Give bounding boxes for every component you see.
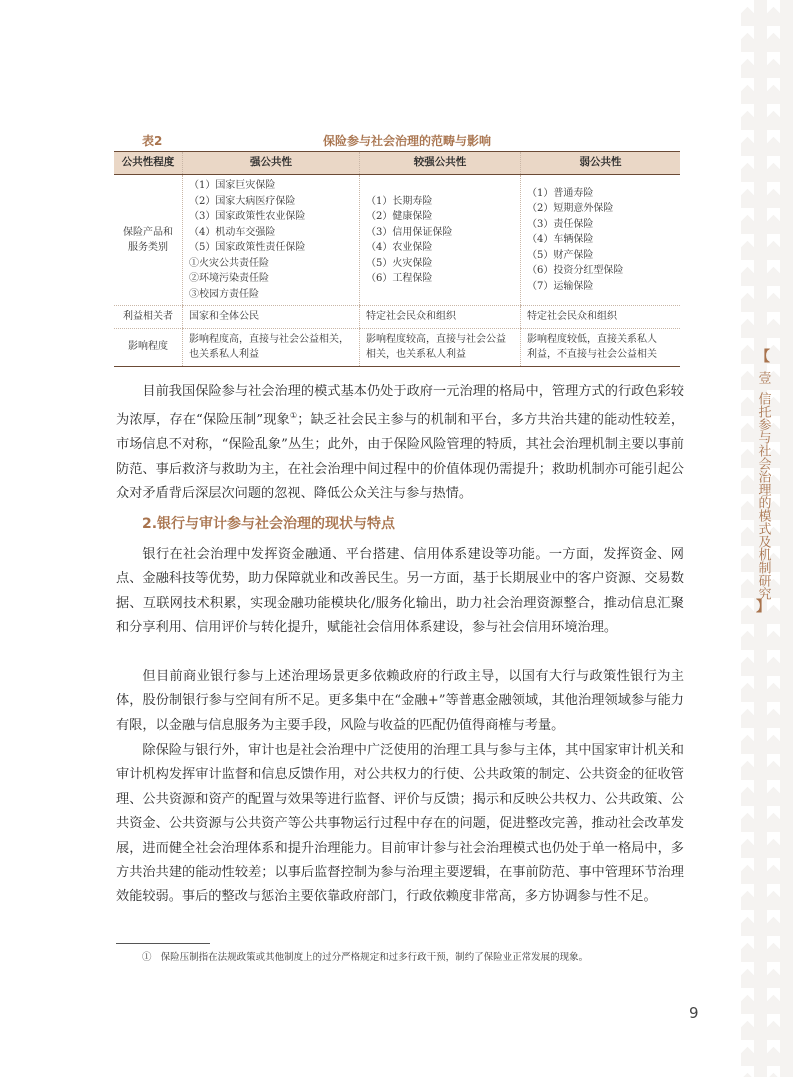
paragraph-text: ；缺乏社会民主参与的机制和平台，多方共治共建的能动性较差，市场信息不对称，“保险乱象”丛生；此外，由于保险风险管理的特质，其社会治理机制主要以事前防范、事后救济与救助为主，在社会治理中间过程中的价值体现仍需提升；救助机制亦可能引起公众对矛盾背后深层次问题的忽视、降低公众关注与参与热情。	[116, 412, 685, 502]
cell-line: （5）火灾保险	[366, 257, 433, 269]
footnote-reference: ①	[289, 411, 298, 421]
row-head-line: 影响程度	[128, 341, 168, 353]
cell-line: （6）工程保险	[366, 273, 433, 284]
cell-line: 特定社会民众和组织	[527, 311, 617, 322]
body-paragraph: 但目前商业银行参与上述治理场景更多依赖政府的行政主导，以国有大行与政策性银行为主体，股份制银行参与空间有所不足。更多集中在“金融+”等普惠金融领域，其他治理领域参与能力有限，以金融与信息服务为主要手段，风险与收益的匹配仍值得商榷与考量。	[116, 669, 684, 733]
cell-line: （5）国家政策性责任保险	[189, 242, 306, 253]
table-title: 保险参与社会治理的范畴与影响	[322, 134, 491, 148]
cell-line: 国家和全体公民	[189, 311, 259, 322]
cell-line: （6）投资分红型保险	[527, 265, 624, 277]
row-head	[114, 306, 183, 329]
insurance-scope-table	[114, 151, 680, 367]
body-paragraph: 银行在社会治理中发挥资金融通、平台搭建、信用体系建设等功能。一方面，发挥资金、网点、金融科技等优势，助力保障就业和改善民生。另一方面，基于长期展业中的客户资源、交易数据、互联网技术积累，实现金融功能模块化/服务化输出，助力社会治理资源整合，推动信息汇聚和分享利用、信用评价与转化提升，赋能社会信用体系建设，参与社会信用环境治理。	[116, 547, 684, 636]
row-head	[114, 175, 183, 306]
cell-line: （1）国家巨灾保险	[189, 180, 276, 191]
footnote	[142, 951, 702, 965]
body-paragraph: 除保险与银行外，审计也是社会治理中广泛使用的治理工具与参与主体，其中国家审计机关和审计机构发挥审计监督和信息反馈作用，对公共权力的行使、公共政策的制定、公共资金的征收管理、公共资源和资产的配置与效果等进行监督、评价与反馈；揭示和反映公共权力、公共政策、公共资金、公共资源与公共资产等公共事物运行过程中存在的问题，促进整改完善，推动社会改革发展，进而健全社会治理体系和提升治理能力。目前审计参与社会治理模式也仍处于单一格局中，多方共治共建的能动性较差；以事后监督控制为参与治理主要逻辑，在事前防范、事中管理环节治理效能较弱。事后的整改与惩治主要依靠政府部门，行政依赖度非常高，多方协调参与性不足。	[116, 743, 684, 905]
cell-line: （1）普通寿险	[527, 187, 594, 199]
cell-line: （4）农业保险	[366, 242, 433, 253]
table-cell	[360, 175, 521, 306]
cell-line: 利益，不直接与社会公益相关	[527, 349, 657, 360]
table-cell	[521, 306, 681, 329]
footnote-marker: ①	[142, 952, 152, 963]
row-head-line: 保险产品和	[123, 226, 173, 238]
header-cell: 弱公共性	[521, 152, 681, 175]
cell-line: （2）国家大病医疗保险	[189, 195, 296, 207]
running-chapter-title	[751, 350, 775, 615]
cell-line: 影响程度较高，直接与社会公益	[366, 333, 506, 345]
footnote-text: 保险压制指在法规政策或其他制度上的过分严格规定和过多行政干预，制约了保险业正常发展的现象。	[160, 952, 589, 963]
row-head-line: 利益相关者	[123, 311, 173, 322]
paragraph-text: 目前我国保险参与社会治理的模式基本仍处于政府一元治理的格局中，管理方式的行政色彩较为浓厚，存在“保险压制”现象	[116, 384, 684, 428]
table-cell	[183, 328, 360, 366]
page-number: 9	[689, 1004, 699, 1022]
cell-line: （4）车辆保险	[527, 234, 594, 246]
cell-line: ③校园方责任险	[189, 288, 259, 300]
cell-line: 特定社会民众和组织	[366, 311, 456, 322]
cell-line: （4）机动车交强险	[189, 226, 276, 238]
table-row	[114, 306, 680, 329]
cell-line: 影响程度高，直接与社会公益相关，	[189, 333, 349, 345]
table-caption	[130, 132, 684, 150]
table-label: 表2	[142, 134, 163, 148]
table-cell	[521, 175, 681, 306]
table-cell	[183, 175, 360, 306]
header-cell: 公共性程度	[114, 152, 183, 175]
header-cell: 强公共性	[183, 152, 360, 175]
body-paragraph	[116, 380, 684, 506]
bracket-open: 【	[756, 349, 770, 365]
chapter-title-text: 信托参与社会治理的模式及机制研究	[755, 392, 771, 600]
table-row	[114, 175, 680, 306]
cell-line: 相关，也关系私人利益	[366, 349, 466, 360]
table-cell	[360, 306, 521, 329]
table-header-row	[114, 152, 680, 175]
cell-line: （3）信用保证保险	[366, 226, 453, 238]
footnote-divider	[116, 943, 210, 944]
cell-line: ②环境污染责任险	[189, 273, 269, 284]
section-heading: 2.银行与审计参与社会治理的现状与特点	[142, 516, 396, 532]
table-cell	[521, 328, 681, 366]
bracket-close: 】	[756, 599, 770, 615]
chapter-number: 壹	[755, 371, 771, 384]
cell-line: （1）长期寿险	[366, 195, 433, 207]
cell-line: ①火灾公共责任险	[189, 257, 269, 269]
table-cell	[360, 328, 521, 366]
cell-line: （7）运输保险	[527, 280, 594, 292]
cell-line: （3）责任保险	[527, 218, 594, 230]
cell-line: （2）短期意外保险	[527, 203, 614, 215]
table-cell	[183, 306, 360, 329]
row-head-line: 服务类别	[128, 242, 168, 253]
cell-line: 也关系私人利益	[189, 349, 259, 360]
cell-line: 影响程度较低，直接关系私人	[527, 333, 657, 345]
header-cell: 较强公共性	[360, 152, 521, 175]
row-head	[114, 328, 183, 366]
table-row	[114, 328, 680, 366]
cell-line: （3）国家政策性农业保险	[189, 211, 306, 222]
cell-line: （5）财产保险	[527, 249, 594, 261]
cell-line: （2）健康保险	[366, 211, 433, 222]
